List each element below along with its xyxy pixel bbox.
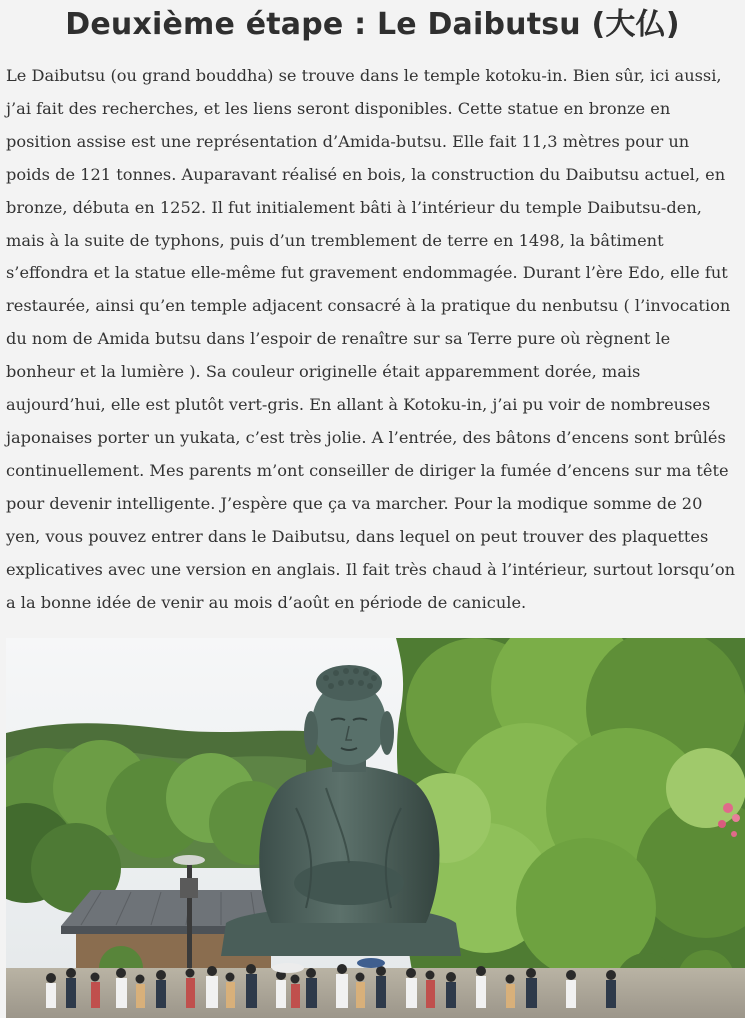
article-paragraph: Le Daibutsu (ou grand bouddha) se trouve dans le temple kotoku-in. Bien sûr, ici aussi, j’ai fait des recherches, et les liens seront disponibles. Cette statue en bronze en position assise est une représentation d’Amida-butsu. Elle fait 11,3 mètres pour un poids de 121 tonnes. Auparavant réalisé en bois, la construction du Daibutsu actuel, en bronze, débuta en 1252. Il fut initialement bâti à l’intérieur du temple Daibutsu-den, mais à la suite de typhons, puis d’un tremblement de terre en 1498, la bâtiment s’effondra et la statue elle-même fut gravement endommagée. Durant l’ère Edo, elle fut restaurée, ainsi qu’en temple adjacent consacré à la pratique du nenbutsu ( l’invocation du nom de Amida butsu dans l’espoir de renaître sur sa Terre pure où règnent le bonheur et la lumière ). Sa couleur originelle était apparemment dorée, mais aujourd’hui, elle est plutôt vert-gris. En allant à Kotoku-in, j’ai pu voir de nombreuses japonaises porter un yukata, c’est très jolie. A l’entrée, des bâtons d’encens sont brûlés continuellement. Mes parents m’ont conseiller de diriger la fumée d’encens sur ma tête pour devenir intelligente. J’espère que ça va marcher. Pour la modique somme de 20 yen, vous pouvez entrer dans le Daibutsu, dans lequel on peut trouver des plaquettes explicatives avec une version en anglais. Il fait très chaud à l’intérieur, surtout lorsqu’on a la bonne idée de venir au mois d’août en période de canicule.	[6, 66, 736, 612]
daibutsu-photo[interactable]	[6, 638, 745, 1018]
daibutsu-photo-illustration	[6, 638, 745, 1018]
section-heading: Deuxième étape : Le Daibutsu (大仏)	[65, 7, 680, 42]
